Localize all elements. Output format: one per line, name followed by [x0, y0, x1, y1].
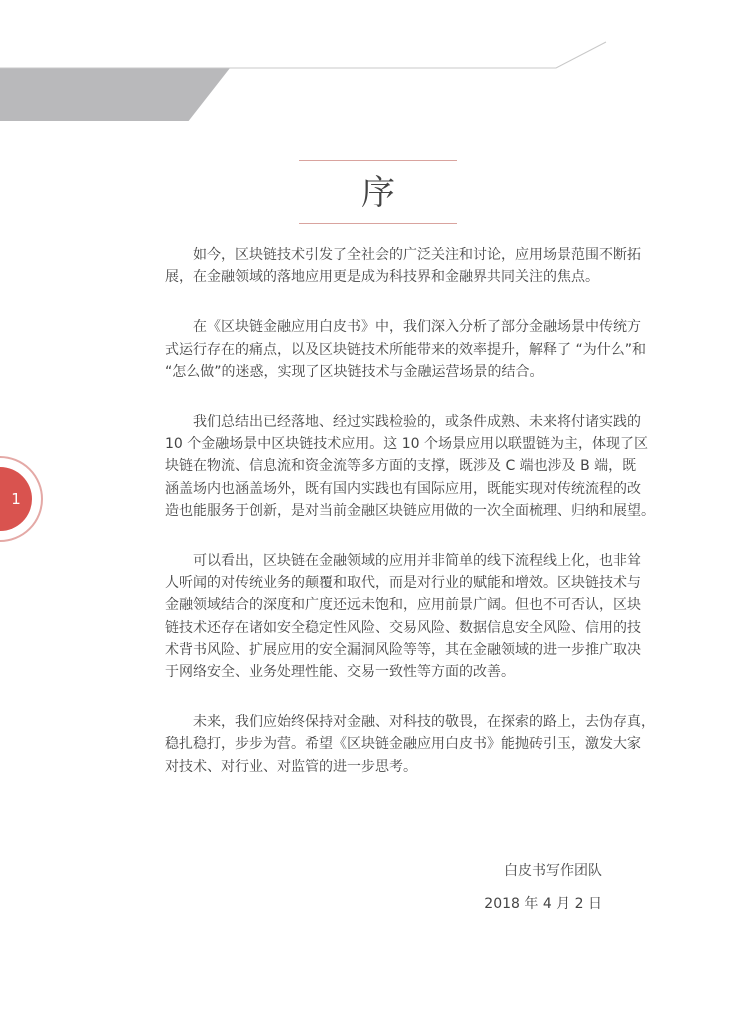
paragraph-line: 块链在物流、信息流和资金流等多方面的支撑，既涉及 C 端也涉及 B 端，既	[165, 458, 637, 475]
paragraph-line: 人听闻的对传统业务的颠覆和取代，而是对行业的赋能和增效。区块链技术与	[165, 575, 641, 592]
paragraph-line: 金融领域结合的深度和广度还远未饱和，应用前景广阔。但也不可否认，区块	[165, 597, 641, 614]
signature-author: 白皮书写作团队	[504, 863, 602, 879]
paragraph-line: 可以看出，区块链在金融领域的应用并非简单的线下流程线上化，也非耸	[165, 553, 641, 570]
paragraph-line: “怎么做”的迷惑，实现了区块链技术与金融运营场景的结合。	[165, 363, 544, 380]
title-rule-top	[299, 160, 457, 161]
preface-paragraph	[165, 550, 641, 683]
paragraph-line: 我们总结出已经落地、经过实践检验的，或条件成熟、未来将付诸实践的	[165, 414, 641, 431]
signature-block	[484, 855, 602, 921]
preface-paragraph	[165, 316, 646, 383]
header-decorative-line	[0, 0, 754, 130]
preface-paragraph	[165, 244, 641, 288]
preface-paragraph	[165, 711, 655, 778]
paragraph-line: 未来，我们应始终保持对金融、对科技的敬畏，在探索的路上，去伪存真，	[165, 714, 655, 731]
paragraph-line: 稳扎稳打，步步为营。希望《区块链金融应用白皮书》能抛砖引玉，激发大家	[165, 736, 641, 753]
paragraph-line: 在《区块链金融应用白皮书》中，我们深入分析了部分金融场景中传统方	[165, 319, 641, 336]
title-rule-bottom	[299, 223, 457, 224]
paragraph-line: 式运行存在的痛点，以及区块链技术所能带来的效率提升，解释了 “为什么”和	[165, 341, 646, 358]
page-title: 序	[361, 173, 395, 213]
paragraph-line: 链技术还存在诸如安全稳定性风险、交易风险、数据信息安全风险、信用的技	[165, 619, 641, 636]
paragraph-line: 造也能服务于创新，是对当前金融区块链应用做的一次全面梳理、归纳和展望。	[165, 502, 655, 519]
preface-body	[165, 244, 655, 806]
paragraph-line: 如今，区块链技术引发了全社会的广泛关注和讨论，应用场景范围不断拓	[165, 247, 641, 263]
paragraph-line: 于网络安全、业务处理性能、交易一致性等方面的改善。	[165, 664, 515, 681]
preface-paragraph	[165, 411, 655, 522]
paragraph-line: 展，在金融领域的落地应用更是成为科技界和金融界共同关注的焦点。	[165, 269, 599, 286]
paragraph-line: 10 个金融场景中区块链技术应用。这 10 个场景应用以联盟链为主，体现了区	[165, 436, 648, 453]
signature-date: 2018 年 4 月 2 日	[484, 896, 602, 912]
paragraph-line: 涵盖场内也涵盖场外，既有国内实践也有国际应用，既能实现对传统流程的改	[165, 480, 641, 497]
page-number: 1	[11, 490, 21, 508]
paragraph-line: 术背书风险、扩展应用的安全漏洞风险等等，其在金融领域的进一步推广取决	[165, 641, 641, 658]
paragraph-line: 对技术、对行业、对监管的进一步思考。	[165, 758, 417, 775]
